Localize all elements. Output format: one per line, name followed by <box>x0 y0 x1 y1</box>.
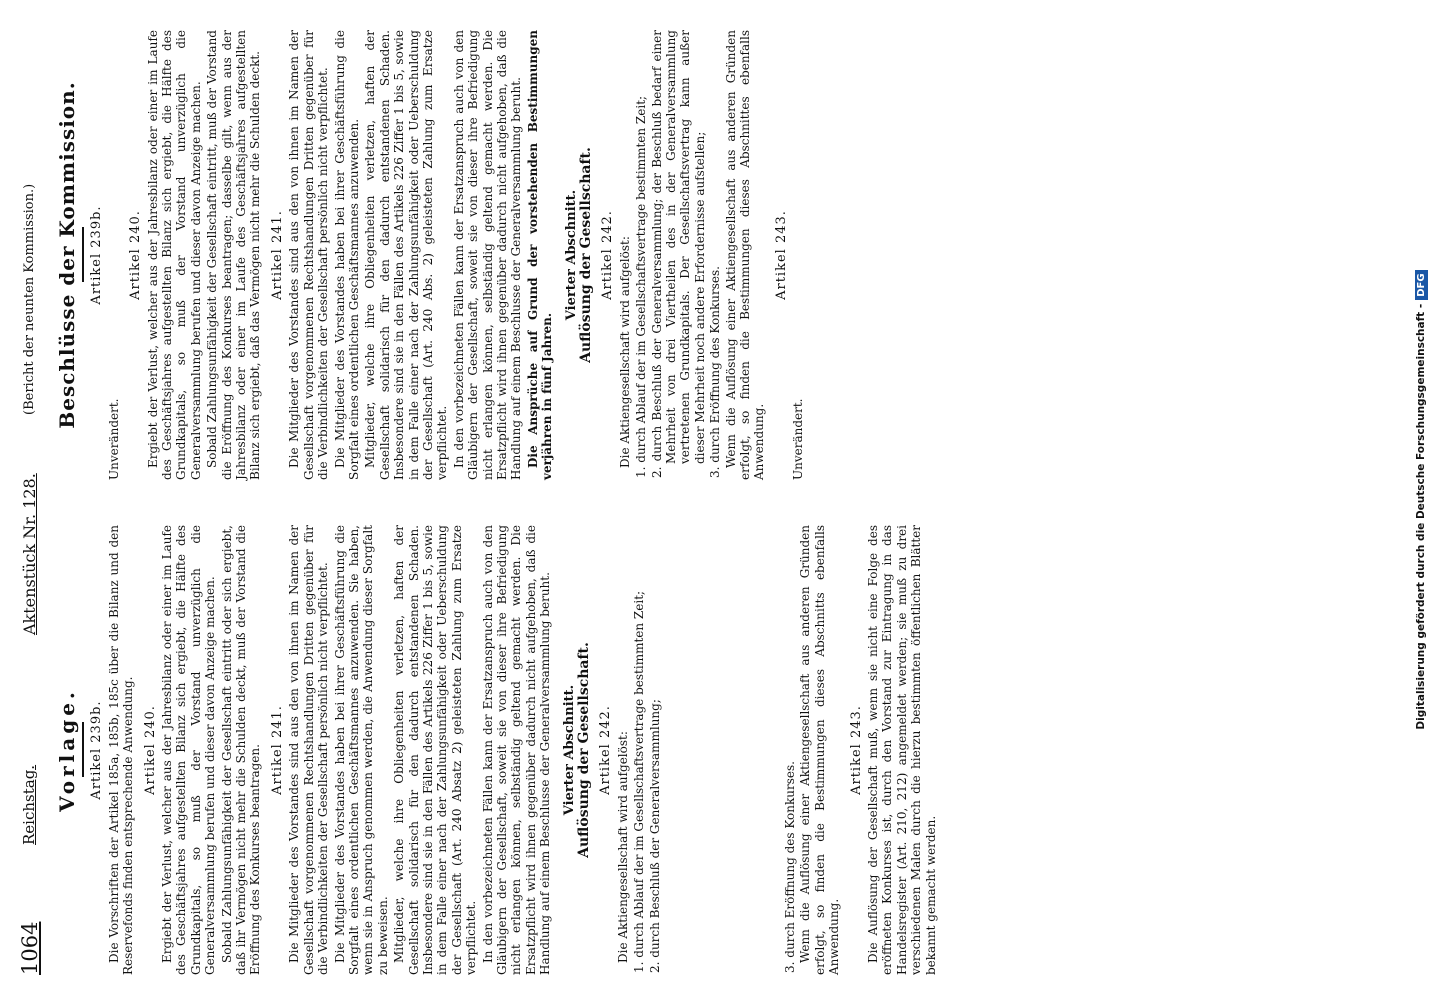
article-paragraph: Die Mitglieder des Vorstandes sind aus den von ihnen im Namen der Gesellschaft vorgenommenen Rechtshandlungen Dritten gegenüber für die Verbindlichkeiten der Gesellschaft persönlich nicht verpflichtet. <box>287 30 331 480</box>
blank-space <box>663 525 783 975</box>
list-item: 1. durch Ablauf der im Gesellschaftsvertrage bestimmten Zeit; <box>634 95 649 478</box>
article-paragraph: Wenn die Auflösung einer Aktiengesellschaft aus anderen Gründen erfolgt, so finden die Bestimmungen dieses Abschnittes ebenfalls Anwendung. <box>723 30 767 480</box>
article-heading: Artikel 239b. <box>89 700 105 800</box>
section-vierter-abschnitt <box>563 525 592 975</box>
page-number: 1064 <box>18 921 42 975</box>
section-title: Auflösung der Gesellschaft. <box>576 642 592 858</box>
article-paragraph: Die Ansprüche auf Grund der vorstehenden Bestimmungen verjähren in fünf Jahren. <box>525 30 555 480</box>
list-item: 3. durch Eröffnung des Konkurses. <box>708 266 723 478</box>
article-paragraph: Die Mitglieder des Vorstandes haben bei ihrer Geschäftsführung die Sorgfalt eines ordentlichen Geschäftsmannes anzuwenden. <box>332 30 361 480</box>
column-beschluesse <box>55 30 814 480</box>
article-paragraph: Ergiebt der Verlust, welcher aus der Jahresbilanz oder einer im Laufe des Geschäftsjahres aufgestellten Bilanz sich ergiebt, die Hälfte des Grundkapitals, so muß der Vorstand unverzüglich die Generalversammlung berufen und dieser davon Anzeige machen. <box>160 525 218 975</box>
article-heading: Artikel 241. <box>269 705 285 795</box>
article-heading: Artikel 243. <box>773 210 789 300</box>
article-text: Unverändert. <box>791 398 806 480</box>
article-heading: Artikel 240. <box>128 210 144 300</box>
article-paragraph: Die Mitglieder des Vorstandes sind aus den von ihnen im Namen der Gesellschaft vorgenommenen Rechtshandlungen Dritten gegenüber für die Verbindlichkeiten der Gesellschaft persönlich nicht verpflichtet. <box>287 525 331 975</box>
article-paragraph: Sobald Zahlungsunfähigkeit der Gesellschaft eintritt oder sich ergiebt, daß ihr Vermögen nicht mehr die Schulden deckt, muß der Vorstand die Eröffnung des Konkurses beantragen. <box>219 525 263 975</box>
article-paragraph: Die Aktiengesellschaft wird aufgelöst: <box>615 731 630 963</box>
article-242 <box>601 30 766 480</box>
header-reichstag: Reichstag. <box>20 764 38 845</box>
list-item: 1. durch Ablauf der im Gesellschaftsvertrage bestimmten Zeit; <box>632 590 647 973</box>
article-243 <box>850 525 938 975</box>
article-240 <box>144 525 263 975</box>
article-text: Die Auflösung der Gesellschaft muß, wenn sie nicht eine Folge des eröffneten Konkurses ist, durch den Vorstand zur Eintragung in das Handelsregister (Art. 210, 212) angemeldet werden; sie muß zu drei verschiedenen Malen durch die hierzu bestimmten öffentlichen Blätter bekannt gemacht werden. <box>866 525 938 975</box>
article-paragraph: Sobald Zahlungsunfähigkeit der Gesellschaft eintritt, muß der Vorstand die Eröffnung des Konkurses beantragen; dasselbe gilt, wenn aus der Jahresbilanz oder einer im Laufe des Geschäftsjahres aufgestellten Bilanz sich ergiebt, daß das Vermögen nicht mehr die Schulden deckt. <box>205 30 263 480</box>
article-heading: Artikel 240. <box>142 705 158 795</box>
article-paragraph: Mitglieder, welche ihre Obliegenheiten verletzen, haften der Gesellschaft solidarisch für den dadurch entstandenen Schaden. Insbesondere sind sie in den Fällen des Artikels 226 Ziffer 1 bis 5, sowie in dem Falle einer nach der Zahlungsunfähigkeit oder Ueberschuldung der Gesellschaft (Art. 240 Abs. 2) geleisteten Zahlung zum Ersatze verpflichtet. <box>363 30 450 480</box>
article-241 <box>271 30 555 480</box>
article-paragraph: Wenn die Auflösung einer Aktiengesellschaft aus anderen Gründen erfolgt, so finden die Bestimmungen dieses Abschnitts ebenfalls Anwendung. <box>798 525 842 975</box>
article-heading: Artikel 242. <box>598 705 614 795</box>
article-242 <box>599 525 841 975</box>
header-bericht: (Bericht der neunten Kommission.) <box>22 183 37 415</box>
article-239b <box>90 30 121 480</box>
digitization-credit <box>1412 0 1430 1000</box>
article-243 <box>775 30 806 480</box>
title-rule <box>82 723 84 778</box>
section-title: Auflösung der Gesellschaft. <box>578 147 594 363</box>
article-paragraph: Die Aktiengesellschaft wird aufgelöst: <box>617 236 632 468</box>
list-item: 2. durch Beschluß der Generalversammlung; der Beschluß bedarf einer Mehrheit von drei Viertheilen des in der Generalversammlung vertretenen Grundkapitals. Der Gesellschaftsvertrag kann außer dieser Mehrheit noch andere Erfordernisse aufstellen; <box>649 30 707 478</box>
article-heading: Artikel 242. <box>600 210 616 300</box>
article-239b <box>90 525 135 975</box>
column-vorlage <box>55 525 946 975</box>
page-header <box>0 0 50 1000</box>
list-item: 2. durch Beschluß der Generalversammlung; <box>647 699 662 973</box>
credit-text: Digitalisierung gefördert durch die Deutsche Forschungsgemeinschaft - <box>1415 303 1427 730</box>
column-title-vorlage: Vorlage. <box>55 688 79 812</box>
article-heading: Artikel 243. <box>848 705 864 795</box>
column-title-beschluesse: Beschlüsse der Kommission. <box>55 81 79 429</box>
section-heading: Vierter Abschnitt. <box>563 189 579 321</box>
header-aktenstueck: Aktenstück Nr. 128. <box>20 473 39 635</box>
section-heading: Vierter Abschnitt. <box>561 684 577 816</box>
article-240 <box>129 30 263 480</box>
article-paragraph: Ergiebt der Verlust, welcher aus der Jahresbilanz oder einer im Laufe des Geschäftsjahres aufgestellten Bilanz sich ergiebt, die Hälfte des Grundkapitals, so muß der Vorstand unverzüglich die Generalversammlung berufen und dieser davon Anzeige machen. <box>145 30 203 480</box>
article-heading: Artikel 239b. <box>89 205 105 305</box>
article-241 <box>271 525 553 975</box>
section-vierter-abschnitt <box>565 30 594 480</box>
article-heading: Artikel 241. <box>269 210 285 300</box>
article-paragraph: In den vorbezeichneten Fällen kann der Ersatzanspruch auch von den Gläubigern der Gesellschaft, soweit sie von dieser ihre Befriedigung nicht erlangen können, selbständig geltend gemacht werden. Die Ersatzpflicht wird ihnen gegenüber dadurch nicht aufgehoben, daß die Handlung auf einem Beschlusse der Generalversammlung beruht. <box>451 30 524 480</box>
article-paragraph: Die Mitglieder des Vorstandes haben bei ihrer Geschäftsführung die Sorgfalt eines ordentlichen Geschäftsmannes anzuwenden. Sie haben, wenn sie in Anspruch genommen werden, die Anwendung dieser Sorgfalt zu beweisen. <box>332 525 390 975</box>
article-paragraph: In den vorbezeichneten Fällen kann der Ersatzanspruch auch von den Gläubigern der Gesellschaft, soweit sie von dieser ihre Befriedigung nicht erlangen können, selbständig geltend gemacht werden. Die Ersatzpflicht wird ihnen gegenüber dadurch nicht aufgehoben, daß die Handlung auf einem Beschlusse der Generalversammlung beruht. <box>480 525 553 975</box>
article-text: Unverändert. <box>106 398 121 480</box>
title-rule <box>82 228 84 283</box>
list-item: 3. durch Eröffnung des Konkurses. <box>783 761 798 973</box>
article-paragraph: Mitglieder, welche ihre Obliegenheiten verletzen, haften der Gesellschaft solidarisch für den dadurch entstandenen Schaden. Insbesondere sind sie in den Fällen des Artikels 226 Ziffer 1 bis 5, sowie in dem Falle einer nach der Zahlungsunfähigkeit oder Ueberschuldung der Gesellschaft (Art. 240 Absatz 2) geleisteten Zahlung zum Ersatze verpflichtet. <box>392 525 479 975</box>
dfg-logo: DFG <box>1415 270 1428 299</box>
article-text: Die Vorschriften der Artikel 185a, 185b, 185c über die Bilanz und den Reservefonds finden entsprechende Anwendung. <box>106 525 136 975</box>
